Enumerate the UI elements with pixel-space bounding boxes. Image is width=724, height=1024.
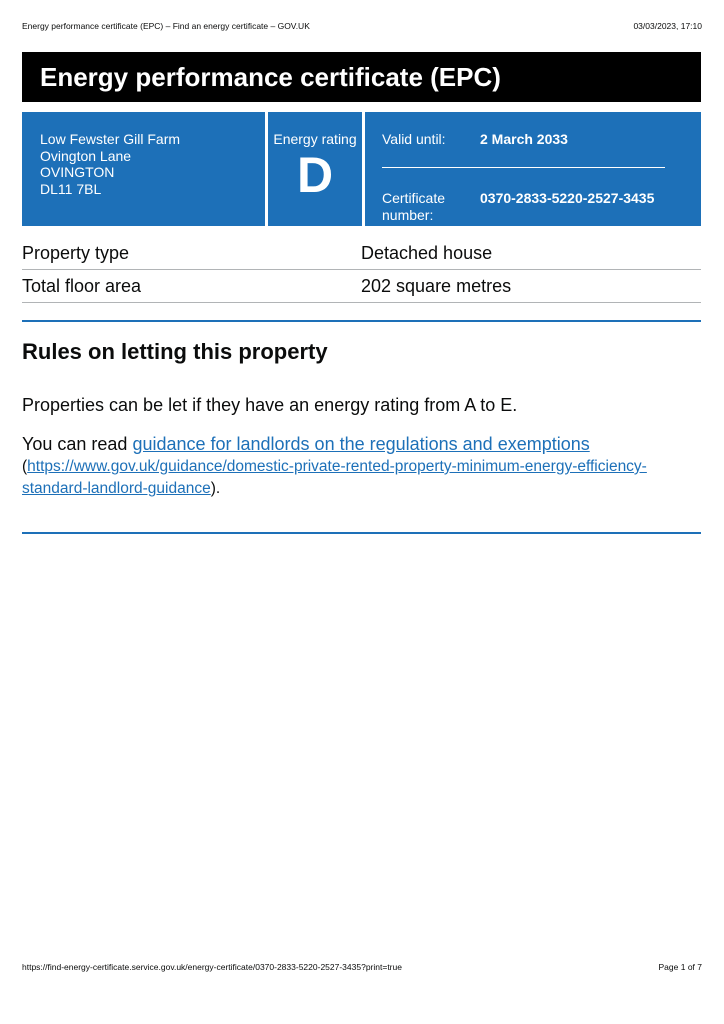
energy-rating-letter: D: [296, 146, 334, 203]
letting-rating-paragraph: Properties can be let if they have an energy rating from A to E.: [22, 395, 518, 415]
guidance-prefix: You can read: [22, 434, 133, 454]
print-header-datetime: 03/03/2023, 17:10: [633, 21, 702, 31]
print-footer-url: https://find-energy-certificate.service.gov.uk/energy-certificate/0370-2833-5220-2527-3435?print=true: [22, 962, 402, 972]
landlord-guidance-link[interactable]: guidance for landlords on the regulations and exemptions: [132, 434, 590, 454]
letting-rules-heading: Rules on letting this property: [22, 339, 328, 364]
table-row: [22, 270, 701, 303]
address-line-1: Low Fewster Gill Farm: [40, 131, 181, 147]
valid-until-value: 2 March 2033: [480, 131, 568, 147]
section-divider-top: [22, 320, 701, 322]
print-footer: [22, 962, 702, 974]
url-close-paren: ).: [210, 480, 221, 497]
property-address: [22, 112, 265, 226]
valid-until-label: Valid until:: [382, 131, 446, 147]
print-header-title: Energy performance certificate (EPC) – Find an energy certificate – GOV.UK: [22, 21, 310, 31]
section-divider-bottom: [22, 532, 701, 534]
address-line-2: Ovington Lane: [40, 147, 132, 164]
floor-area-value: 202 square metres: [361, 276, 512, 296]
certificate-number-value: 0370-2833-5220-2527-3435: [480, 190, 655, 206]
epc-summary-panel: [22, 112, 701, 226]
table-row: [22, 237, 701, 270]
energy-rating-label: Energy rating: [273, 131, 357, 147]
guidance-url-link-line-1[interactable]: https://www.gov.uk/guidance/domestic-private-rented-property-minimum-energy-efficiency-: [27, 458, 647, 475]
certificate-number-label: Certificate number:: [382, 190, 446, 223]
address-postcode: DL11 7BL: [40, 180, 102, 197]
property-summary-table: [22, 237, 701, 303]
guidance-url-link-line-2[interactable]: standard-landlord-guidance: [22, 480, 211, 497]
landlord-guidance-paragraph: [22, 434, 701, 499]
property-type-label: Property type: [22, 243, 130, 263]
page-number: Page 1 of 7: [658, 962, 702, 972]
address-line-3: OVINGTON: [40, 164, 115, 180]
url-open-paren: (: [22, 458, 28, 475]
page-title: Energy performance certificate (EPC): [22, 52, 701, 102]
details-divider: [382, 167, 665, 168]
energy-rating-box: [268, 112, 362, 226]
certificate-details: [365, 112, 701, 226]
property-type-value: Detached house: [361, 243, 493, 263]
print-header: [22, 21, 702, 33]
floor-area-label: Total floor area: [22, 276, 142, 296]
